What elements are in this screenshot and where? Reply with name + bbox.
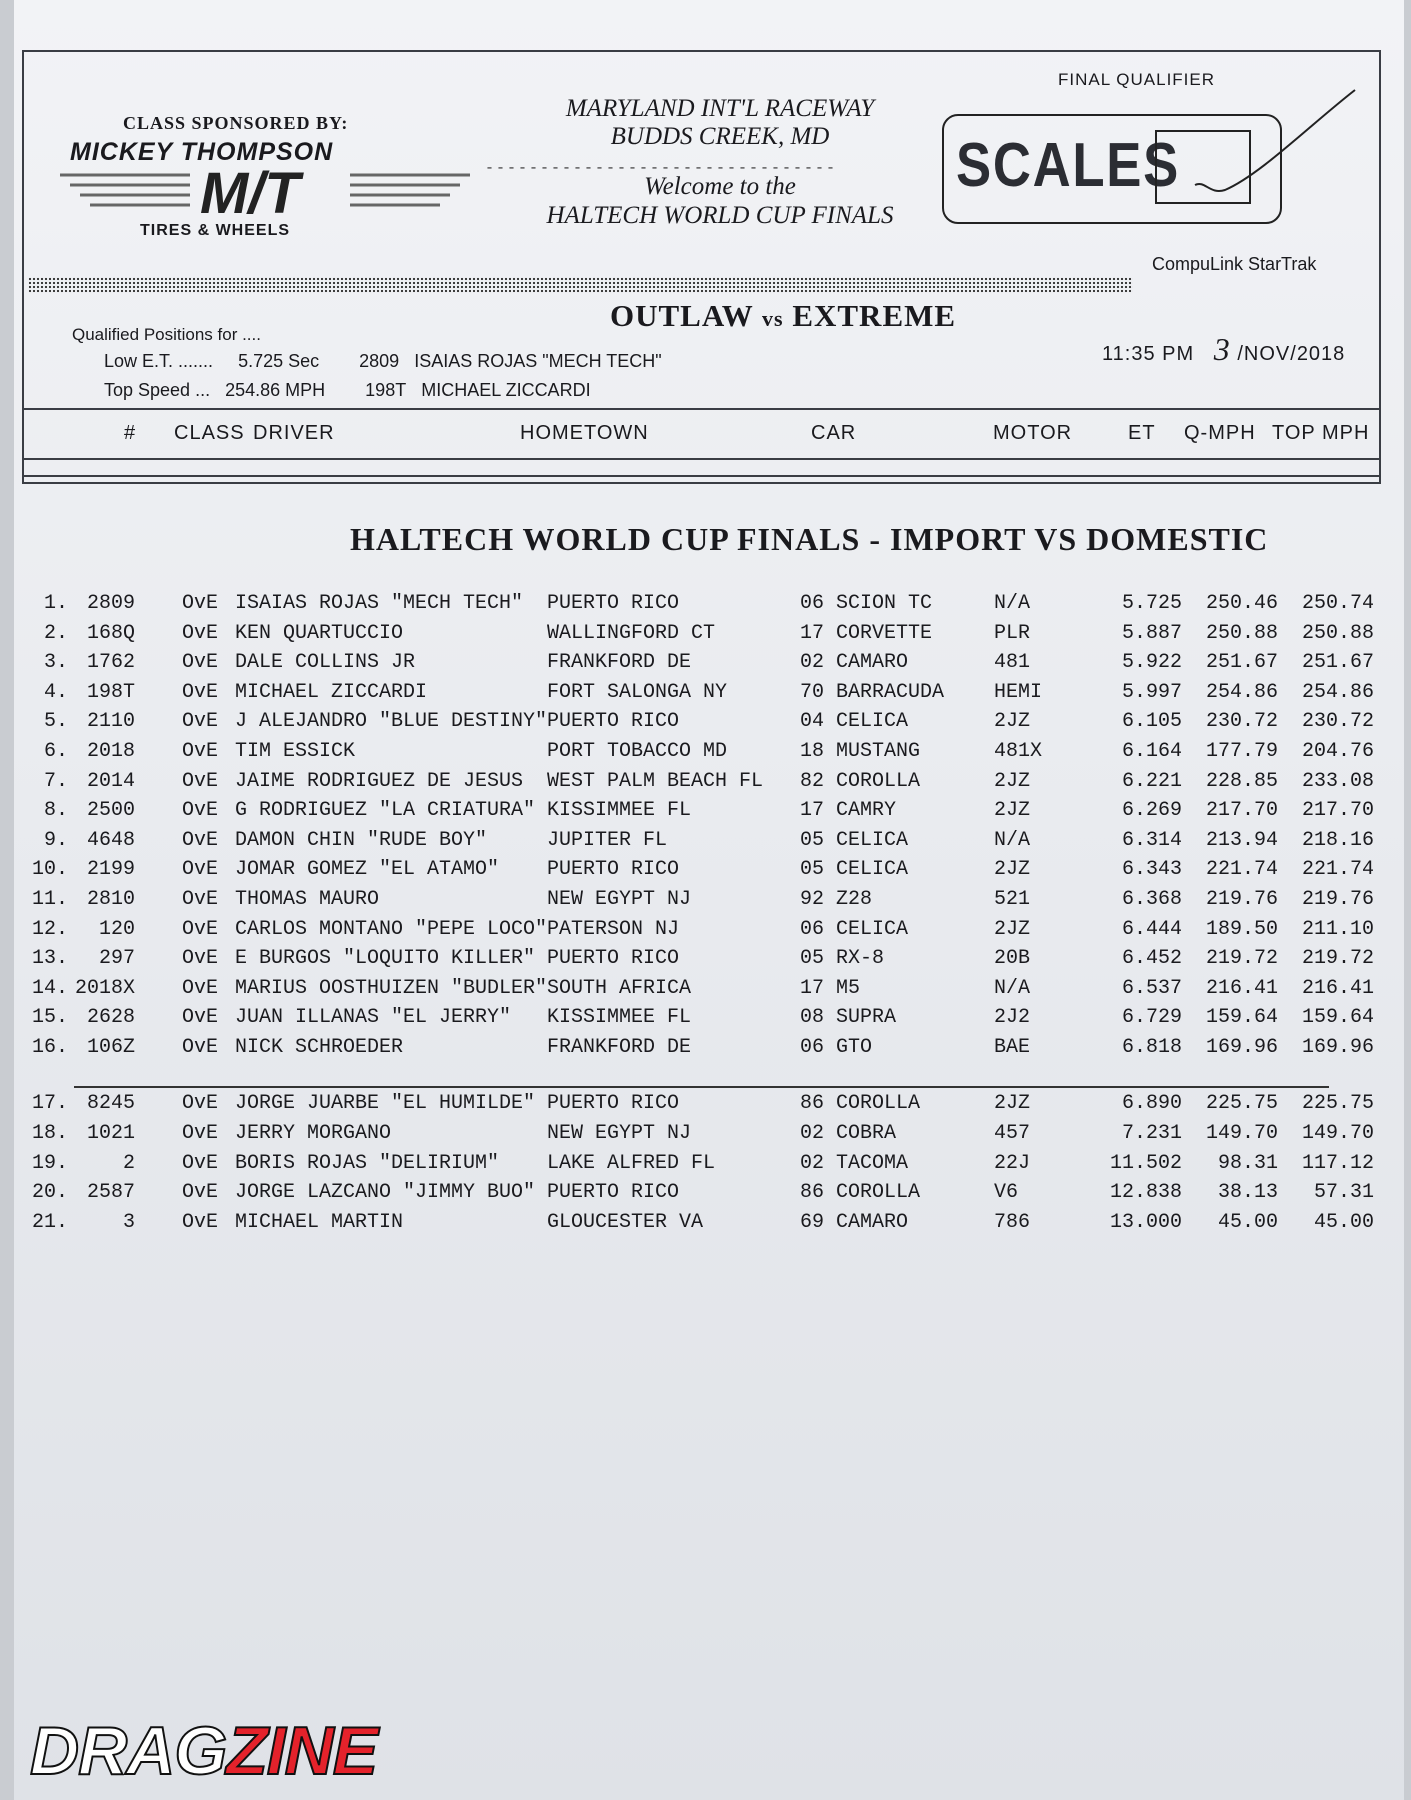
table-row xyxy=(0,1092,1411,1121)
row-car: 82 COROLLA xyxy=(800,769,921,793)
row-qmph: 38.13 xyxy=(1217,1181,1278,1205)
qualified-positions-label: Qualified Positions for .... xyxy=(72,325,261,344)
row-driver: JORGE JUARBE "EL HUMILDE" xyxy=(235,1092,536,1115)
table-row xyxy=(0,622,1411,651)
row-car: 04 CELICA xyxy=(800,710,909,734)
row-motor: N/A xyxy=(994,976,1031,1000)
row-position: 17. xyxy=(31,1092,68,1115)
row-qmph: 225.75 xyxy=(1205,1092,1278,1115)
row-driver: G RODRIGUEZ "LA CRIATURA" xyxy=(235,799,536,823)
row-position: 3. xyxy=(43,651,68,675)
header-rule-double xyxy=(22,475,1379,477)
table-row xyxy=(0,1152,1411,1181)
row-hometown: WEST PALM BEACH FL xyxy=(547,769,764,793)
row-et: 6.452 xyxy=(1121,947,1182,971)
row-driver: TIM ESSICK xyxy=(235,740,356,763)
row-hometown: NEW EGYPT NJ xyxy=(547,888,692,911)
row-top-mph: 225.75 xyxy=(1301,1092,1374,1115)
col-hometown: HOMETOWN xyxy=(520,422,649,444)
row-car: 18 MUSTANG xyxy=(800,740,921,763)
row-top-mph: 251.67 xyxy=(1301,651,1374,675)
row-top-mph: 149.70 xyxy=(1301,1121,1374,1145)
table-row xyxy=(0,888,1411,917)
row-et: 5.997 xyxy=(1121,680,1182,704)
row-car-number: 2018 xyxy=(86,740,135,763)
class-title-part-1: OUTLAW xyxy=(610,298,754,333)
col-qmph: Q-MPH xyxy=(1184,422,1256,444)
header-rule-bottom xyxy=(22,458,1379,460)
row-top-mph: 204.76 xyxy=(1301,740,1374,763)
row-car: 02 TACOMA xyxy=(800,1151,909,1175)
row-class: OvE xyxy=(182,888,219,911)
row-driver: NICK SCHROEDER xyxy=(235,1036,404,1059)
row-top-mph: 233.08 xyxy=(1301,769,1374,793)
row-hometown: KISSIMMEE FL xyxy=(547,799,692,823)
row-et: 6.221 xyxy=(1121,769,1182,793)
low-et-car-number: 2809 xyxy=(359,351,400,371)
row-class: OvE xyxy=(182,1211,219,1235)
row-et: 6.818 xyxy=(1121,1036,1182,1059)
row-position: 13. xyxy=(31,947,68,971)
row-position: 12. xyxy=(31,917,68,941)
row-motor: HEMI xyxy=(994,680,1043,704)
row-top-mph: 230.72 xyxy=(1301,710,1374,734)
row-et: 13.000 xyxy=(1109,1211,1182,1235)
row-qmph: 213.94 xyxy=(1205,828,1278,852)
table-row xyxy=(0,829,1411,858)
row-position: 15. xyxy=(31,1006,68,1030)
row-hometown: PUERTO RICO xyxy=(547,947,680,971)
row-qmph: 250.88 xyxy=(1205,621,1278,645)
table-row xyxy=(0,947,1411,976)
row-hometown: JUPITER FL xyxy=(547,828,668,852)
row-position: 9. xyxy=(43,828,68,852)
low-et-label: Low E.T. ....... xyxy=(104,351,214,371)
low-et-value: 5.725 Sec xyxy=(238,351,320,371)
row-position: 7. xyxy=(43,769,68,793)
row-car: 86 COROLLA xyxy=(800,1092,921,1115)
row-hometown: LAKE ALFRED FL xyxy=(547,1151,716,1175)
row-top-mph: 250.74 xyxy=(1301,592,1374,615)
top-speed-label: Top Speed ... xyxy=(104,380,211,400)
row-driver: DAMON CHIN "RUDE BOY" xyxy=(235,828,488,852)
results-title: HALTECH WORLD CUP FINALS - IMPORT VS DOMESTIC xyxy=(350,521,1269,557)
row-qmph: 98.31 xyxy=(1217,1151,1278,1175)
row-motor: N/A xyxy=(994,592,1031,615)
row-hometown: PUERTO RICO xyxy=(547,858,680,882)
row-car-number: 2587 xyxy=(86,1181,135,1205)
row-class: OvE xyxy=(182,947,219,971)
row-et: 6.729 xyxy=(1121,1006,1182,1030)
row-car-number: 120 xyxy=(98,917,135,941)
row-class: OvE xyxy=(182,1181,219,1205)
row-qmph: 230.72 xyxy=(1205,710,1278,734)
row-motor: 457 xyxy=(994,1121,1031,1145)
row-top-mph: 216.41 xyxy=(1301,976,1374,1000)
dotted-divider xyxy=(28,277,1133,293)
row-class: OvE xyxy=(182,769,219,793)
table-row xyxy=(0,740,1411,769)
row-et: 6.444 xyxy=(1121,917,1182,941)
row-driver: MICHAEL ZICCARDI xyxy=(235,680,428,704)
row-qmph: 250.46 xyxy=(1205,592,1278,615)
row-motor: V6 xyxy=(994,1181,1019,1205)
row-driver: J ALEJANDRO "BLUE DESTINY" xyxy=(235,710,548,734)
col-car: CAR xyxy=(811,422,857,444)
row-car-number: 4648 xyxy=(86,828,135,852)
row-et: 5.725 xyxy=(1121,592,1182,615)
table-row xyxy=(0,1006,1411,1035)
row-qmph: 219.72 xyxy=(1205,947,1278,971)
row-position: 1. xyxy=(43,592,68,615)
table-row xyxy=(0,1036,1411,1065)
top-speed-value: 254.86 MPH xyxy=(225,380,326,400)
row-motor: 786 xyxy=(994,1211,1031,1235)
row-driver: JAIME RODRIGUEZ DE JESUS xyxy=(235,769,524,793)
row-class: OvE xyxy=(182,1036,219,1059)
row-driver: JOMAR GOMEZ "EL ATAMO" xyxy=(235,858,500,882)
row-et: 5.887 xyxy=(1121,621,1182,645)
venue-name xyxy=(480,95,960,151)
dashed-separator: -------------------------------- xyxy=(485,160,838,177)
table-row xyxy=(0,918,1411,947)
row-car-number: 106Z xyxy=(86,1036,135,1059)
table-row xyxy=(0,651,1411,680)
row-car: 17 CORVETTE xyxy=(800,621,933,645)
row-qmph: 45.00 xyxy=(1217,1211,1278,1235)
row-hometown: PUERTO RICO xyxy=(547,1181,680,1205)
table-row xyxy=(0,592,1411,621)
row-motor: 481X xyxy=(994,740,1043,763)
watermark-part-2: ZINE xyxy=(226,1713,378,1789)
row-car: 70 BARRACUDA xyxy=(800,680,945,704)
top-speed-car-number: 198T xyxy=(365,380,407,400)
row-car-number: 1021 xyxy=(86,1121,135,1145)
class-title-part-2: EXTREME xyxy=(792,298,957,333)
row-motor: 2J2 xyxy=(994,1006,1031,1030)
row-class: OvE xyxy=(182,799,219,823)
row-car: 92 Z28 xyxy=(800,888,873,911)
row-qmph: 219.76 xyxy=(1205,888,1278,911)
top-speed-line xyxy=(104,380,591,401)
check-mark-icon xyxy=(1190,85,1360,210)
row-hometown: SOUTH AFRICA xyxy=(547,976,692,1000)
row-class: OvE xyxy=(182,1121,219,1145)
col-number: # xyxy=(124,422,137,444)
row-motor: 2JZ xyxy=(994,710,1031,734)
row-position: 19. xyxy=(31,1151,68,1175)
col-driver: DRIVER xyxy=(253,422,335,444)
scales-label: SCALES xyxy=(956,131,1180,200)
row-top-mph: 217.70 xyxy=(1301,799,1374,823)
race-time: 11:35 PM xyxy=(1102,343,1195,365)
header-rule-top xyxy=(22,408,1379,410)
row-qmph: 251.67 xyxy=(1205,651,1278,675)
row-motor: 521 xyxy=(994,888,1031,911)
row-motor: N/A xyxy=(994,828,1031,852)
low-et-driver: ISAIAS ROJAS "MECH TECH" xyxy=(414,351,662,371)
row-class: OvE xyxy=(182,740,219,763)
row-et: 6.105 xyxy=(1121,710,1182,734)
sponsor-label: CLASS SPONSORED BY: xyxy=(123,113,349,133)
row-qmph: 177.79 xyxy=(1205,740,1278,763)
low-et-line xyxy=(104,351,662,372)
row-class: OvE xyxy=(182,710,219,734)
row-driver: KEN QUARTUCCIO xyxy=(235,621,404,645)
row-top-mph: 211.10 xyxy=(1301,917,1374,941)
row-class: OvE xyxy=(182,858,219,882)
svg-text:M/T: M/T xyxy=(200,163,300,225)
row-et: 7.231 xyxy=(1121,1121,1182,1145)
row-qmph: 216.41 xyxy=(1205,976,1278,1000)
row-car-number: 2 xyxy=(122,1151,135,1175)
row-motor: 20B xyxy=(994,947,1031,971)
row-car-number: 2110 xyxy=(86,710,135,734)
row-car: 06 CELICA xyxy=(800,917,909,941)
table-row xyxy=(0,1211,1411,1240)
row-hometown: PATERSON NJ xyxy=(547,917,680,941)
row-et: 6.164 xyxy=(1121,740,1182,763)
row-et: 5.922 xyxy=(1121,651,1182,675)
row-position: 11. xyxy=(31,888,68,911)
row-hometown: PUERTO RICO xyxy=(547,710,680,734)
row-top-mph: 250.88 xyxy=(1301,621,1374,645)
row-class: OvE xyxy=(182,651,219,675)
table-row xyxy=(0,858,1411,887)
row-motor: PLR xyxy=(994,621,1031,645)
row-hometown: PUERTO RICO xyxy=(547,592,680,615)
welcome-line-1: Welcome to the xyxy=(644,173,796,200)
row-top-mph: 159.64 xyxy=(1301,1006,1374,1030)
row-car-number: 3 xyxy=(122,1211,135,1235)
row-car: 08 SUPRA xyxy=(800,1006,897,1030)
row-car-number: 1762 xyxy=(86,651,135,675)
timing-system-label: CompuLink StarTrak xyxy=(1152,254,1317,274)
row-car-number: 2628 xyxy=(86,1006,135,1030)
row-car-number: 2199 xyxy=(86,858,135,882)
qualifying-cut-line xyxy=(74,1086,1329,1088)
row-car: 69 CAMARO xyxy=(800,1211,909,1235)
sponsor-subtitle: TIRES & WHEELS xyxy=(140,222,291,239)
row-qmph: 228.85 xyxy=(1205,769,1278,793)
final-qualifier-label: FINAL QUALIFIER xyxy=(1058,70,1216,89)
venue-line-1: MARYLAND INT'L RACEWAY xyxy=(565,95,875,122)
sponsor-brand: MICKEY THOMPSON xyxy=(70,138,334,166)
venue-line-2: BUDDS CREEK, MD xyxy=(610,123,830,150)
row-motor: BAE xyxy=(994,1036,1031,1059)
row-qmph: 159.64 xyxy=(1205,1006,1278,1030)
row-class: OvE xyxy=(182,1092,219,1115)
row-driver: JORGE LAZCANO "JIMMY BUO" xyxy=(235,1181,536,1205)
row-car: 02 COBRA xyxy=(800,1121,897,1145)
row-car: 05 CELICA xyxy=(800,828,909,852)
row-car-number: 8245 xyxy=(86,1092,135,1115)
row-et: 6.890 xyxy=(1121,1092,1182,1115)
row-car-number: 2018X xyxy=(75,976,136,1000)
row-car: 06 GTO xyxy=(800,1036,873,1059)
race-month-year: /NOV/2018 xyxy=(1237,343,1346,365)
table-row xyxy=(0,1181,1411,1210)
row-position: 18. xyxy=(31,1121,68,1145)
row-et: 6.269 xyxy=(1121,799,1182,823)
row-class: OvE xyxy=(182,976,219,1000)
row-top-mph: 221.74 xyxy=(1301,858,1374,882)
date-time xyxy=(1102,331,1345,368)
row-et: 11.502 xyxy=(1109,1151,1182,1175)
row-car: 05 CELICA xyxy=(800,858,909,882)
col-top-mph: TOP MPH xyxy=(1272,422,1370,444)
table-row xyxy=(0,681,1411,710)
row-hometown: WALLINGFORD CT xyxy=(547,621,716,645)
row-class: OvE xyxy=(182,680,219,704)
row-et: 6.343 xyxy=(1121,858,1182,882)
row-position: 4. xyxy=(43,680,68,704)
row-motor: 2JZ xyxy=(994,858,1031,882)
row-motor: 2JZ xyxy=(994,799,1031,823)
row-hometown: FORT SALONGA NY xyxy=(547,680,728,704)
row-qmph: 254.86 xyxy=(1205,680,1278,704)
row-top-mph: 219.72 xyxy=(1301,947,1374,971)
row-top-mph: 254.86 xyxy=(1301,680,1374,704)
row-driver: MARIUS OOSTHUIZEN "BUDLER" xyxy=(235,976,548,1000)
row-car-number: 168Q xyxy=(86,621,135,645)
welcome-text xyxy=(480,172,960,230)
row-car: 05 RX-8 xyxy=(800,947,885,971)
row-driver: JERRY MORGANO xyxy=(235,1121,392,1145)
table-row xyxy=(0,799,1411,828)
row-class: OvE xyxy=(182,828,219,852)
row-position: 8. xyxy=(43,799,68,823)
row-qmph: 169.96 xyxy=(1205,1036,1278,1059)
table-row xyxy=(0,770,1411,799)
row-position: 6. xyxy=(43,740,68,763)
row-car: 17 M5 xyxy=(800,976,861,1000)
row-hometown: NEW EGYPT NJ xyxy=(547,1121,692,1145)
row-position: 14. xyxy=(31,976,68,1000)
row-class: OvE xyxy=(182,917,219,941)
row-car-number: 198T xyxy=(86,680,135,704)
race-day: 3 xyxy=(1213,331,1231,367)
col-et: ET xyxy=(1128,422,1156,444)
row-car-number: 2500 xyxy=(86,799,135,823)
row-car: 86 COROLLA xyxy=(800,1181,921,1205)
row-position: 2. xyxy=(43,621,68,645)
row-position: 10. xyxy=(31,858,68,882)
mt-logo xyxy=(60,163,470,230)
row-car-number: 2809 xyxy=(86,592,135,615)
row-qmph: 189.50 xyxy=(1205,917,1278,941)
row-driver: E BURGOS "LOQUITO KILLER" xyxy=(235,947,536,971)
row-position: 21. xyxy=(31,1211,68,1235)
row-top-mph: 219.76 xyxy=(1301,888,1374,911)
row-car-number: 2014 xyxy=(86,769,135,793)
row-motor: 22J xyxy=(994,1151,1031,1175)
row-driver: DALE COLLINS JR xyxy=(235,651,416,675)
class-title xyxy=(610,298,956,334)
row-driver: ISAIAS ROJAS "MECH TECH" xyxy=(235,592,524,615)
row-driver: CARLOS MONTANO "PEPE LOCO" xyxy=(235,917,548,941)
row-car: 17 CAMRY xyxy=(800,799,897,823)
table-row xyxy=(0,710,1411,739)
row-class: OvE xyxy=(182,1006,219,1030)
row-hometown: KISSIMMEE FL xyxy=(547,1006,692,1030)
row-car: 02 CAMARO xyxy=(800,651,909,675)
row-class: OvE xyxy=(182,592,219,615)
col-class: CLASS xyxy=(174,422,245,444)
row-car: 06 SCION TC xyxy=(800,592,933,615)
row-qmph: 221.74 xyxy=(1205,858,1278,882)
row-position: 16. xyxy=(31,1036,68,1059)
row-hometown: FRANKFORD DE xyxy=(547,651,692,675)
row-top-mph: 218.16 xyxy=(1301,828,1374,852)
row-hometown: PORT TOBACCO MD xyxy=(547,740,728,763)
welcome-line-2: HALTECH WORLD CUP FINALS xyxy=(546,202,894,229)
row-motor: 2JZ xyxy=(994,1092,1031,1115)
row-top-mph: 117.12 xyxy=(1301,1151,1374,1175)
table-row xyxy=(0,1122,1411,1151)
row-driver: MICHAEL MARTIN xyxy=(235,1211,404,1235)
row-class: OvE xyxy=(182,1151,219,1175)
row-hometown: FRANKFORD DE xyxy=(547,1036,692,1059)
row-top-mph: 57.31 xyxy=(1313,1181,1374,1205)
row-top-mph: 45.00 xyxy=(1313,1211,1374,1235)
dragzine-watermark xyxy=(30,1712,377,1790)
row-qmph: 149.70 xyxy=(1205,1121,1278,1145)
row-position: 5. xyxy=(43,710,68,734)
row-motor: 2JZ xyxy=(994,769,1031,793)
row-car-number: 297 xyxy=(98,947,135,971)
row-driver: JUAN ILLANAS "EL JERRY" xyxy=(235,1006,512,1030)
top-speed-driver: MICHAEL ZICCARDI xyxy=(421,380,591,400)
row-et: 6.314 xyxy=(1121,828,1182,852)
row-position: 20. xyxy=(31,1181,68,1205)
row-class: OvE xyxy=(182,621,219,645)
row-et: 6.368 xyxy=(1121,888,1182,911)
row-motor: 2JZ xyxy=(994,917,1031,941)
row-et: 6.537 xyxy=(1121,976,1182,1000)
row-motor: 481 xyxy=(994,651,1031,675)
table-row xyxy=(0,977,1411,1006)
row-hometown: PUERTO RICO xyxy=(547,1092,680,1115)
watermark-part-1: DRAG xyxy=(30,1713,227,1789)
row-car-number: 2810 xyxy=(86,888,135,911)
class-title-vs: vs xyxy=(762,306,784,331)
row-driver: BORIS ROJAS "DELIRIUM" xyxy=(235,1151,500,1175)
row-et: 12.838 xyxy=(1109,1181,1182,1205)
row-hometown: GLOUCESTER VA xyxy=(547,1211,704,1235)
row-top-mph: 169.96 xyxy=(1301,1036,1374,1059)
row-driver: THOMAS MAURO xyxy=(235,888,380,911)
row-qmph: 217.70 xyxy=(1205,799,1278,823)
col-motor: MOTOR xyxy=(993,422,1073,444)
